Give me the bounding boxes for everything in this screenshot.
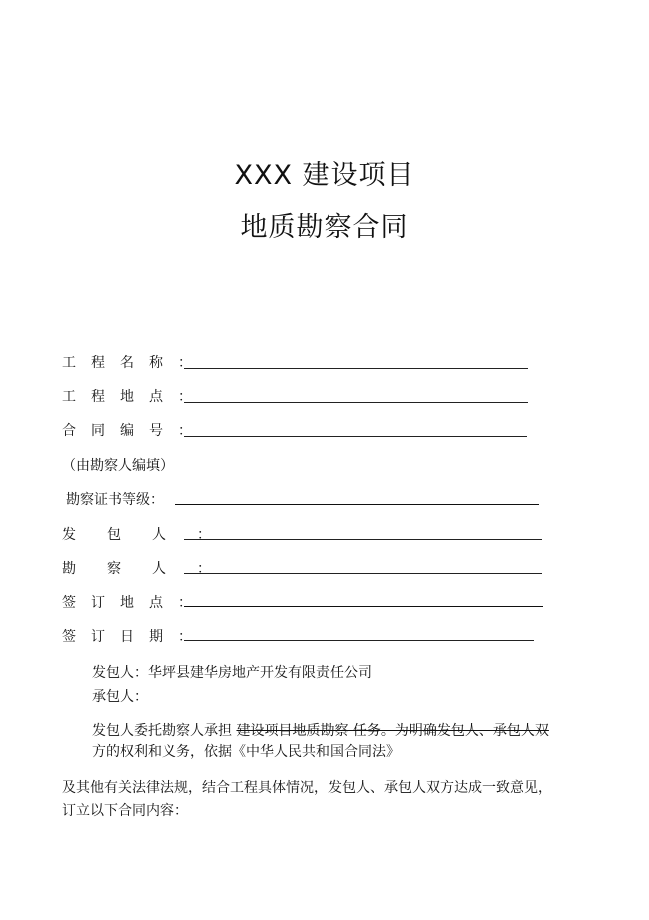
- cert-level-line: [175, 504, 539, 505]
- commission-paragraph-line1: [92, 720, 549, 742]
- contract-no-line: [184, 436, 527, 437]
- contract-title-line2: 地质勘察合同: [240, 212, 409, 243]
- project-location-line: [184, 402, 528, 403]
- numbering-note: （由勘察人编填）: [62, 458, 174, 474]
- signing-place-line: [184, 606, 543, 607]
- project-location-label: 工程地点：: [62, 389, 207, 405]
- employer-line: [184, 539, 542, 540]
- contractor-statement: 承包人：: [92, 689, 148, 705]
- struck-text: 建设项目地质勘察 任务。为明确发包人、承包人双: [236, 723, 549, 739]
- commission-text: 发包人委托勘察人承担: [92, 723, 237, 739]
- contract-no-label: 合同编号：: [62, 423, 207, 439]
- signing-place-label: 签订地点：: [62, 595, 207, 611]
- surveyor-label: 勘察人：: [62, 561, 242, 577]
- cert-level-label: 勘察证书等级：: [66, 492, 164, 508]
- contract-title-line1: XXX 建设项目: [234, 160, 415, 191]
- legal-basis-paragraph-line1: 及其他有关法律法规，结合工程具体情况，发包人、承包人双方达成一致意见，: [62, 780, 552, 796]
- signing-date-label: 签订日期：: [62, 629, 207, 645]
- project-name-line: [184, 368, 528, 369]
- project-name-label: 工程名称：: [62, 355, 207, 371]
- employer-label: 发包人：: [62, 527, 242, 543]
- signing-date-line: [184, 640, 534, 641]
- commission-paragraph-line2: 方的权利和义务，依据《中华人民共和国合同法》: [92, 744, 400, 760]
- surveyor-line: [184, 573, 542, 574]
- legal-basis-paragraph-line2: 订立以下合同内容：: [62, 803, 188, 819]
- employer-statement: 发包人：华坪县建华房地产开发有限责任公司: [92, 665, 372, 681]
